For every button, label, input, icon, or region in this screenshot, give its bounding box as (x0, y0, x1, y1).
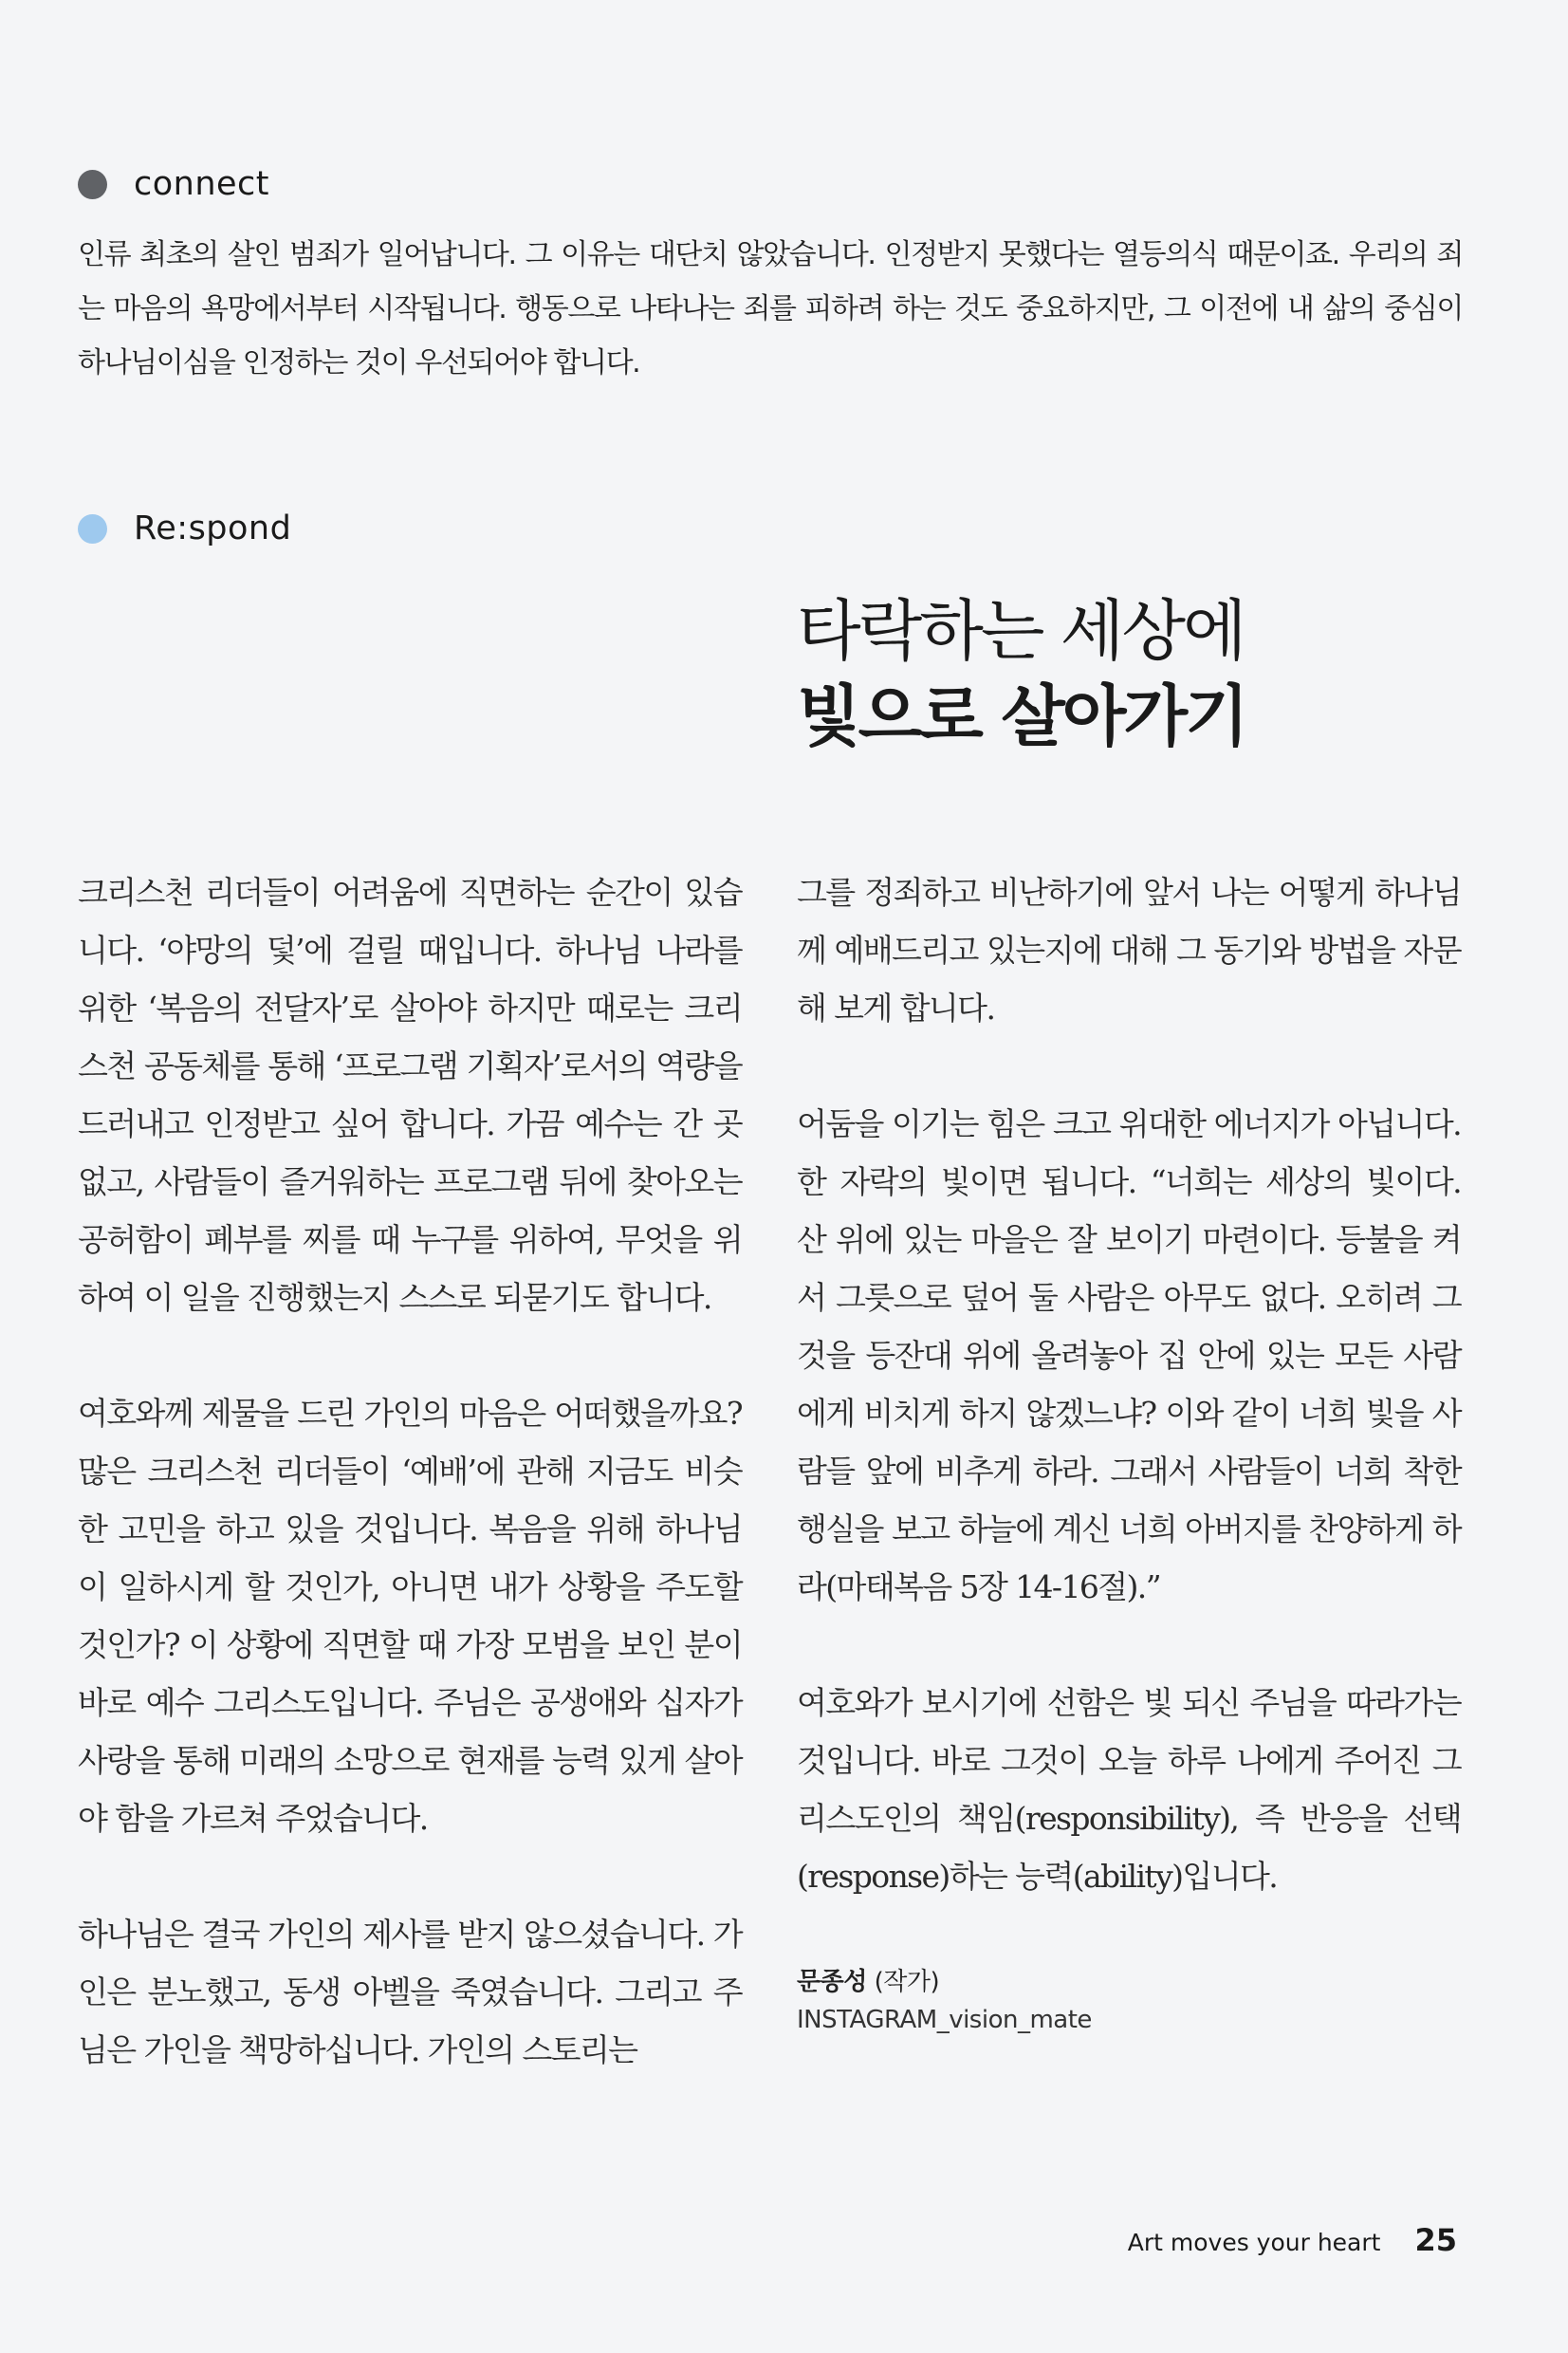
article-left-column (78, 863, 742, 2137)
author-role: (작가) (874, 1968, 940, 1996)
article-paragraph: 하나님은 결국 가인의 제사를 받지 않으셨습니다. 가인은 분노했고, 동생 아벨을 죽였습니다. 그리고 주님은 가인을 책망하십니다. 가인의 스토리는 (78, 1916, 742, 2068)
article-right-column (797, 863, 1461, 2039)
author-name: 문종성 (797, 1968, 867, 1996)
page-number: 25 (1414, 2222, 1457, 2258)
author-instagram: INSTAGRAM_vision_mate (797, 2006, 1092, 2034)
connect-heading-label: connect (134, 165, 270, 203)
article-title-line1: 타락하는 세상에 (797, 592, 1245, 670)
connect-heading (78, 165, 269, 203)
respond-heading (78, 510, 291, 547)
connect-bullet-icon (78, 170, 107, 199)
author-credit (797, 1963, 1461, 2039)
article-paragraph: 그를 정죄하고 비난하기에 앞서 나는 어떻게 하나님께 예배드리고 있는지에 대해 그 동기와 방법을 자문해 보게 합니다. (797, 874, 1461, 1027)
article-paragraph: 여호와가 보시기에 선함은 빛 되신 주님을 따라가는 것입니다. 바로 그것이 오늘 하루 나에게 주어진 그리스도인의 책임(responsibility), 즉 반응을 선택(response)하는 능력(ability)입니다. (797, 1684, 1461, 1895)
article-title-line2: 빛으로 살아가기 (797, 676, 1246, 755)
footer-tagline: Art moves your heart (1127, 2229, 1381, 2256)
article-title (797, 588, 1480, 759)
article-paragraph: 크리스천 리더들이 어려움에 직면하는 순간이 있습니다. ‘야망의 덫’에 걸릴 때입니다. 하나님 나라를 위한 ‘복음의 전달자’로 살아야 하지만 때로는 크리스천 공동체를 통해 ‘프로그램 기획자’로서의 역량을 드러내고 인정받고 싶어 합니다. 가끔 예수는 간 곳 없고, 사람들이 즐거워하는 프로그램 뒤에 찾아오는 공허함이 폐부를 찌를 때 누구를 위하여, 무엇을 위하여 이 일을 진행했는지 스스로 되묻기도 합니다. (78, 874, 742, 1316)
respond-bullet-icon (78, 514, 107, 544)
connect-paragraph: 인류 최초의 살인 범죄가 일어납니다. 그 이유는 대단치 않았습니다. 인정받지 못했다는 열등의식 때문이죠. 우리의 죄는 마음의 욕망에서부터 시작됩니다. 행동으로 나타나는 죄를 피하려 하는 것도 중요하지만, 그 이전에 내 삶의 중심이 하나님이심을 인정하는 것이 우선되어야 합니다. (78, 238, 1463, 380)
article-paragraph: 어둠을 이기는 힘은 크고 위대한 에너지가 아닙니다. 한 자락의 빛이면 됩니다. “너희는 세상의 빛이다. 산 위에 있는 마을은 잘 보이기 마련이다. 등불을 켜서 그릇으로 덮어 둘 사람은 아무도 없다. 오히려 그것을 등잔대 위에 올려놓아 집 안에 있는 모든 사람에게 비치게 하지 않겠느냐? 이와 같이 너희 빛을 사람들 앞에 비추게 하라. 그래서 사람들이 너희 착한 행실을 보고 하늘에 계신 너희 아버지를 찬양하게 하라(마태복음 5장 14-16절).” (797, 1105, 1461, 1605)
page-footer (1128, 2222, 1457, 2258)
respond-heading-label: Re:spond (134, 510, 292, 547)
article-paragraph: 여호와께 제물을 드린 가인의 마음은 어떠했을까요? 많은 크리스천 리더들이 ‘예배’에 관해 지금도 비슷한 고민을 하고 있을 것입니다. 복음을 위해 하나님이 일하시게 할 것인가, 아니면 내가 상황을 주도할 것인가? 이 상황에 직면할 때 가장 모범을 보인 분이 바로 예수 그리스도입니다. 주님은 공생애와 십자가 사랑을 통해 미래의 소망으로 현재를 능력 있게 살아야 함을 가르쳐 주었습니다. (78, 1395, 742, 1837)
